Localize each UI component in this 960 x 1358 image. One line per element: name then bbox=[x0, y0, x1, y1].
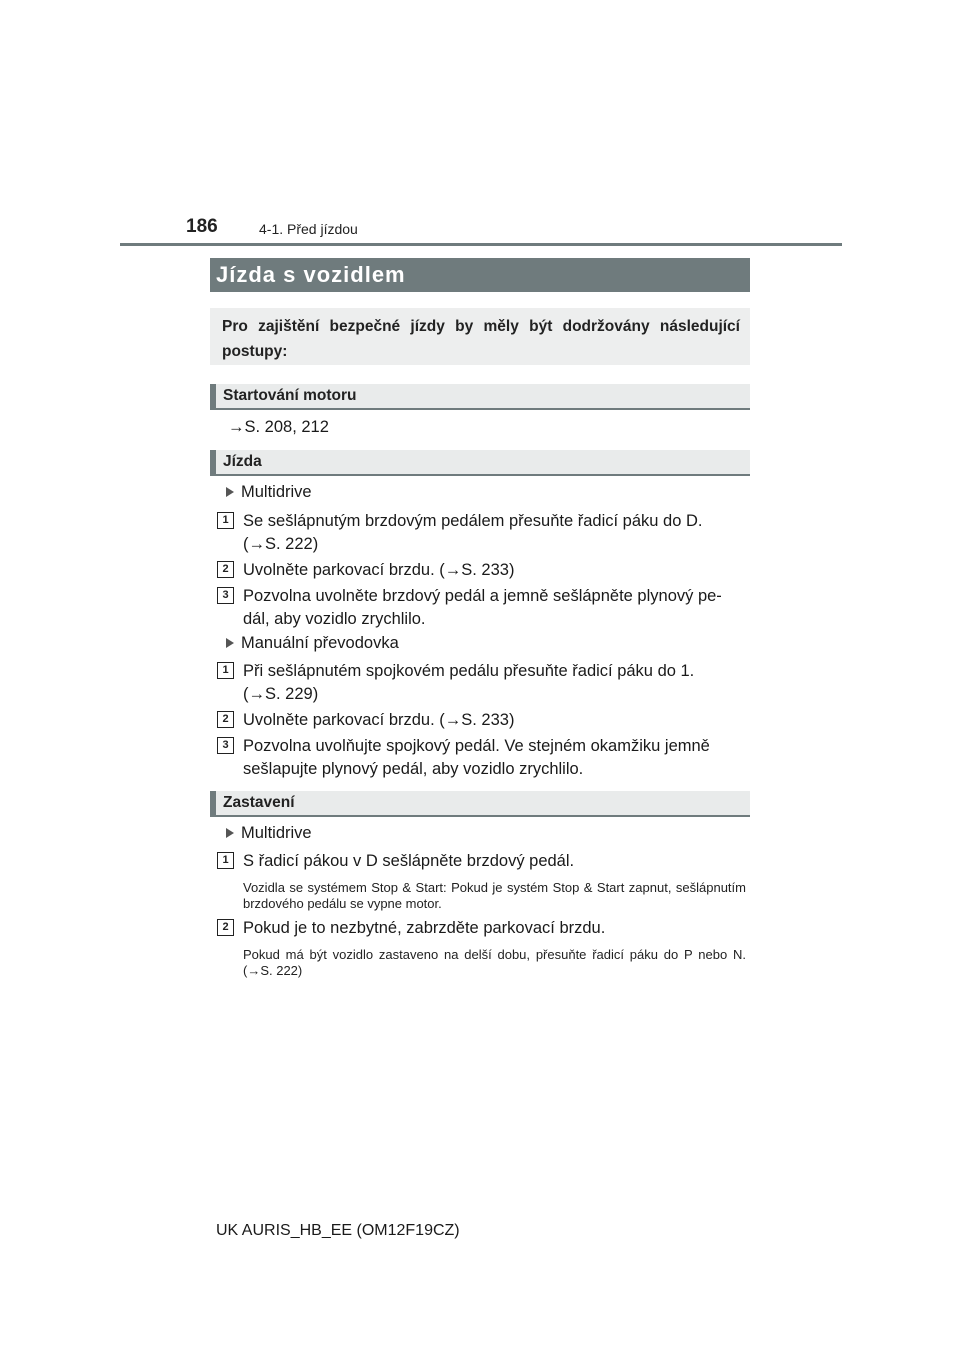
header-divider bbox=[120, 243, 842, 246]
step-text: S řadicí pákou v D sešlápněte brzdový pedál. bbox=[243, 852, 575, 870]
page-number: 186 bbox=[186, 216, 218, 237]
step-text: Při sešlápnutém spojkovém pedálu přesuňte řadicí páku do 1. (→S. 229) bbox=[243, 662, 695, 703]
step-text: Pozvolna uvolňujte spojkový pedál. Ve stejném okamžiku jemně sešlapujte plynový pedál, aby vozidlo zrychlilo. bbox=[243, 737, 710, 778]
step-number: 2 bbox=[217, 561, 234, 578]
step-number: 2 bbox=[217, 919, 234, 936]
stopping-multidrive-label: Multidrive bbox=[226, 824, 312, 843]
section-title: Jízda s vozidlem bbox=[216, 262, 406, 287]
step-text: Uvolněte parkovací brzdu. (→S. 233) bbox=[243, 711, 515, 729]
document-code: UK AURIS_HB_EE (OM12F19CZ) bbox=[216, 1222, 460, 1239]
step-number: 2 bbox=[217, 711, 234, 728]
subheading-stopping-label: Zastavení bbox=[223, 794, 295, 811]
subheading-starting bbox=[210, 384, 750, 410]
subheading-driving bbox=[210, 450, 750, 476]
triangle-bullet-icon bbox=[226, 828, 234, 838]
step-text: Pozvolna uvolněte brzdový pedál a jemně sešlápněte plynový pe- dál, aby vozidlo zrychlilo. bbox=[243, 587, 722, 628]
subheading-stopping bbox=[210, 791, 750, 817]
driving-manual-label: Manuální převodovka bbox=[226, 634, 399, 653]
step-number: 1 bbox=[217, 852, 234, 869]
triangle-bullet-icon bbox=[226, 487, 234, 497]
step-text: Se sešlápnutým brzdovým pedálem přesuňte řadicí páku do D. (→S. 222) bbox=[243, 512, 703, 553]
step-number: 3 bbox=[217, 587, 234, 604]
breadcrumb: 4-1. Před jízdou bbox=[259, 221, 358, 237]
step-number: 1 bbox=[217, 512, 234, 529]
step-number: 3 bbox=[217, 737, 234, 754]
section-title-bar bbox=[210, 258, 750, 292]
step-note: Pokud má být vozidlo zastaveno na delší dobu, přesuňte řadicí páku do P nebo N. (→S. 222) bbox=[243, 947, 746, 978]
driving-multidrive-label: Multidrive bbox=[226, 483, 312, 502]
starting-reference: →S. 208, 212 bbox=[228, 418, 329, 436]
subheading-starting-label: Startování motoru bbox=[223, 387, 357, 404]
intro-box: Pro zajištění bezpečné jízdy by měly být dodržovány následující postupy: bbox=[210, 308, 750, 365]
triangle-bullet-icon bbox=[226, 638, 234, 648]
step-number: 1 bbox=[217, 662, 234, 679]
step-text: Pokud je to nezbytné, zabrzděte parkovací brzdu. bbox=[243, 919, 606, 937]
step-note: Vozidla se systémem Stop & Start: Pokud je systém Stop & Start zapnut, sešlápnutím brzdového pedálu se vypne motor. bbox=[243, 880, 746, 911]
step-text: Uvolněte parkovací brzdu. (→S. 233) bbox=[243, 561, 515, 579]
subheading-driving-label: Jízda bbox=[223, 453, 262, 470]
